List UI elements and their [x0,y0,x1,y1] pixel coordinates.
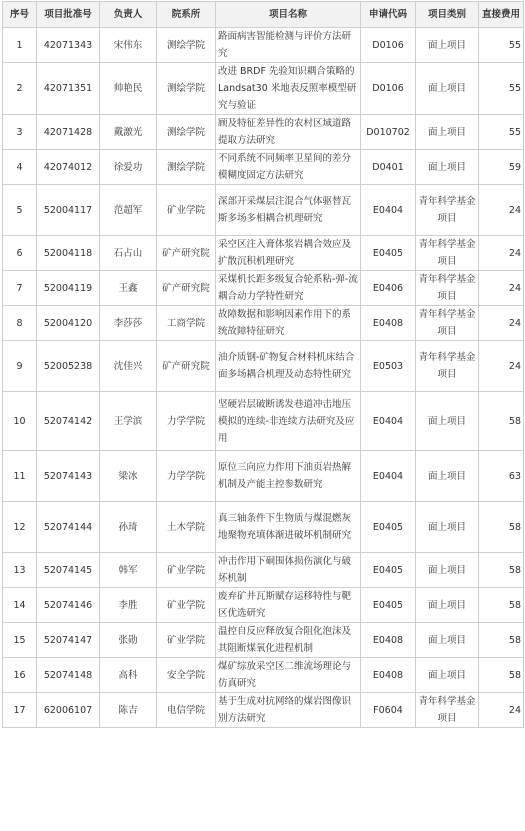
project-category: 面上项目 [416,502,479,553]
direct-cost: 24 [479,236,524,271]
department: 电信学院 [157,693,216,728]
header-direct-cost: 直接费用 [479,2,524,28]
row-number: 4 [3,150,37,185]
application-code: E0405 [361,553,416,588]
approval-number: 52074142 [37,392,100,451]
approval-number: 62006107 [37,693,100,728]
leader-name: 范超军 [100,185,157,236]
leader-name: 韩军 [100,553,157,588]
department: 安全学院 [157,658,216,693]
application-code: D0106 [361,63,416,115]
leader-name: 王学滨 [100,392,157,451]
application-code: E0408 [361,306,416,341]
table-row [3,502,524,553]
direct-cost: 24 [479,185,524,236]
direct-cost: 58 [479,658,524,693]
direct-cost: 24 [479,271,524,306]
department: 矿业学院 [157,553,216,588]
approval-number: 42071351 [37,63,100,115]
header-project-category: 项目类别 [416,2,479,28]
row-number: 15 [3,623,37,658]
project-category: 面上项目 [416,588,479,623]
table-row [3,236,524,271]
department: 矿业学院 [157,588,216,623]
header-project-name: 项目名称 [216,2,361,28]
project-category: 面上项目 [416,553,479,588]
project-category: 面上项目 [416,63,479,115]
project-name: 深部开采煤层注混合气体驱替瓦斯多场多相耦合机理研究 [216,185,361,236]
leader-name: 石占山 [100,236,157,271]
project-name: 改进 BRDF 先验知识耦合策略的 Landsat30 米地表反照率模型研究与验证 [216,63,361,115]
project-name: 冲击作用下硐围体损伤演化与破坏机制 [216,553,361,588]
project-name: 坚硬岩层破断诱发巷道冲击地压模拟的连续-非连续方法研究及应用 [216,392,361,451]
row-number: 17 [3,693,37,728]
leader-name: 戴激光 [100,115,157,150]
department: 测绘学院 [157,115,216,150]
approval-number: 52074147 [37,623,100,658]
table-row [3,451,524,502]
project-name: 真三轴条件下生物质与煤混燃灰地聚物充填体渐进破坏机制研究 [216,502,361,553]
row-number: 8 [3,306,37,341]
application-code: E0404 [361,185,416,236]
department: 工商学院 [157,306,216,341]
table-row [3,341,524,392]
leader-name: 王鑫 [100,271,157,306]
leader-name: 陈吉 [100,693,157,728]
leader-name: 帅艳民 [100,63,157,115]
project-name: 油介质钢-矿物复合材料机床结合面多场耦合机理及动态特性研究 [216,341,361,392]
department: 力学学院 [157,392,216,451]
department: 矿产研究院 [157,236,216,271]
direct-cost: 55 [479,28,524,63]
approval-number: 52074148 [37,658,100,693]
row-number: 1 [3,28,37,63]
leader-name: 孙琦 [100,502,157,553]
direct-cost: 58 [479,623,524,658]
direct-cost: 59 [479,150,524,185]
project-category: 青年科学基金项目 [416,693,479,728]
leader-name: 李莎莎 [100,306,157,341]
approval-number: 52004119 [37,271,100,306]
project-category: 面上项目 [416,392,479,451]
leader-name: 徐爱功 [100,150,157,185]
row-number: 9 [3,341,37,392]
leader-name: 李胜 [100,588,157,623]
application-code: E0404 [361,392,416,451]
application-code: E0408 [361,658,416,693]
project-category: 面上项目 [416,623,479,658]
project-category: 青年科学基金项目 [416,306,479,341]
project-category: 面上项目 [416,658,479,693]
row-number: 3 [3,115,37,150]
leader-name: 张勋 [100,623,157,658]
approval-number: 52004120 [37,306,100,341]
table-row [3,588,524,623]
project-name: 顾及特征差异性的农村区域道路提取方法研究 [216,115,361,150]
grants-table [2,1,524,728]
application-code: D0401 [361,150,416,185]
direct-cost: 58 [479,392,524,451]
approval-number: 52074145 [37,553,100,588]
application-code: D0106 [361,28,416,63]
direct-cost: 58 [479,553,524,588]
project-name: 采空区注入膏体浆岩耦合效应及扩散沉积机理研究 [216,236,361,271]
approval-number: 42071343 [37,28,100,63]
department: 测绘学院 [157,28,216,63]
approval-number: 42071428 [37,115,100,150]
row-number: 16 [3,658,37,693]
direct-cost: 55 [479,115,524,150]
project-name: 废弃矿井瓦斯赋存运移特性与靶区优选研究 [216,588,361,623]
approval-number: 52074146 [37,588,100,623]
leader-name: 沈佳兴 [100,341,157,392]
header-row [3,2,524,28]
table-row [3,115,524,150]
direct-cost: 24 [479,693,524,728]
application-code: E0408 [361,623,416,658]
approval-number: 52074143 [37,451,100,502]
department: 矿业学院 [157,623,216,658]
project-name: 煤矿综放采空区二维流场理论与仿真研究 [216,658,361,693]
header-department: 院系所 [157,2,216,28]
application-code: F0604 [361,693,416,728]
leader-name: 高科 [100,658,157,693]
department: 测绘学院 [157,63,216,115]
department: 矿业学院 [157,185,216,236]
department: 测绘学院 [157,150,216,185]
department: 力学学院 [157,451,216,502]
row-number: 11 [3,451,37,502]
row-number: 2 [3,63,37,115]
project-name: 不同系统不同频率卫星间的差分模糊度固定方法研究 [216,150,361,185]
header-leader: 负责人 [100,2,157,28]
project-name: 路面病害智能检测与评价方法研究 [216,28,361,63]
department: 矿产研究院 [157,271,216,306]
header-no: 序号 [3,2,37,28]
table-row [3,28,524,63]
direct-cost: 55 [479,63,524,115]
leader-name: 宋伟东 [100,28,157,63]
department: 矿产研究院 [157,341,216,392]
direct-cost: 58 [479,502,524,553]
approval-number: 52004117 [37,185,100,236]
project-category: 面上项目 [416,451,479,502]
project-name: 原位三向应力作用下油页岩热解机制及产能主控参数研究 [216,451,361,502]
project-name: 基于生成对抗网络的煤岩图像识别方法研究 [216,693,361,728]
project-category: 青年科学基金项目 [416,341,479,392]
approval-number: 52005238 [37,341,100,392]
table-row [3,658,524,693]
row-number: 7 [3,271,37,306]
row-number: 14 [3,588,37,623]
approval-number: 52004118 [37,236,100,271]
row-number: 13 [3,553,37,588]
leader-name: 梁冰 [100,451,157,502]
project-category: 面上项目 [416,115,479,150]
approval-number: 42074012 [37,150,100,185]
project-category: 青年科学基金项目 [416,271,479,306]
department: 土木学院 [157,502,216,553]
row-number: 12 [3,502,37,553]
application-code: D010702 [361,115,416,150]
project-name: 采煤机长距多级复合轮系粘-弹-流耦合动力学特性研究 [216,271,361,306]
project-category: 青年科学基金项目 [416,236,479,271]
row-number: 5 [3,185,37,236]
project-category: 面上项目 [416,28,479,63]
table-row [3,185,524,236]
approval-number: 52074144 [37,502,100,553]
project-category: 青年科学基金项目 [416,185,479,236]
application-code: E0405 [361,236,416,271]
application-code: E0406 [361,271,416,306]
direct-cost: 24 [479,341,524,392]
table-row [3,623,524,658]
direct-cost: 58 [479,588,524,623]
table-row [3,150,524,185]
application-code: E0405 [361,502,416,553]
table-row [3,271,524,306]
application-code: E0405 [361,588,416,623]
header-approval-no: 项目批准号 [37,2,100,28]
project-category: 面上项目 [416,150,479,185]
table-row [3,693,524,728]
direct-cost: 63 [479,451,524,502]
direct-cost: 24 [479,306,524,341]
row-number: 6 [3,236,37,271]
application-code: E0503 [361,341,416,392]
table-row [3,306,524,341]
table-body [3,28,524,728]
header-application-code: 申请代码 [361,2,416,28]
application-code: E0404 [361,451,416,502]
project-name: 故障数据和影响因素作用下的系统故障特征研究 [216,306,361,341]
table-row [3,63,524,115]
table-row [3,392,524,451]
row-number: 10 [3,392,37,451]
project-name: 温控自反应释放复合阻化泡沫及其阻断煤氧化进程机制 [216,623,361,658]
table-row [3,553,524,588]
